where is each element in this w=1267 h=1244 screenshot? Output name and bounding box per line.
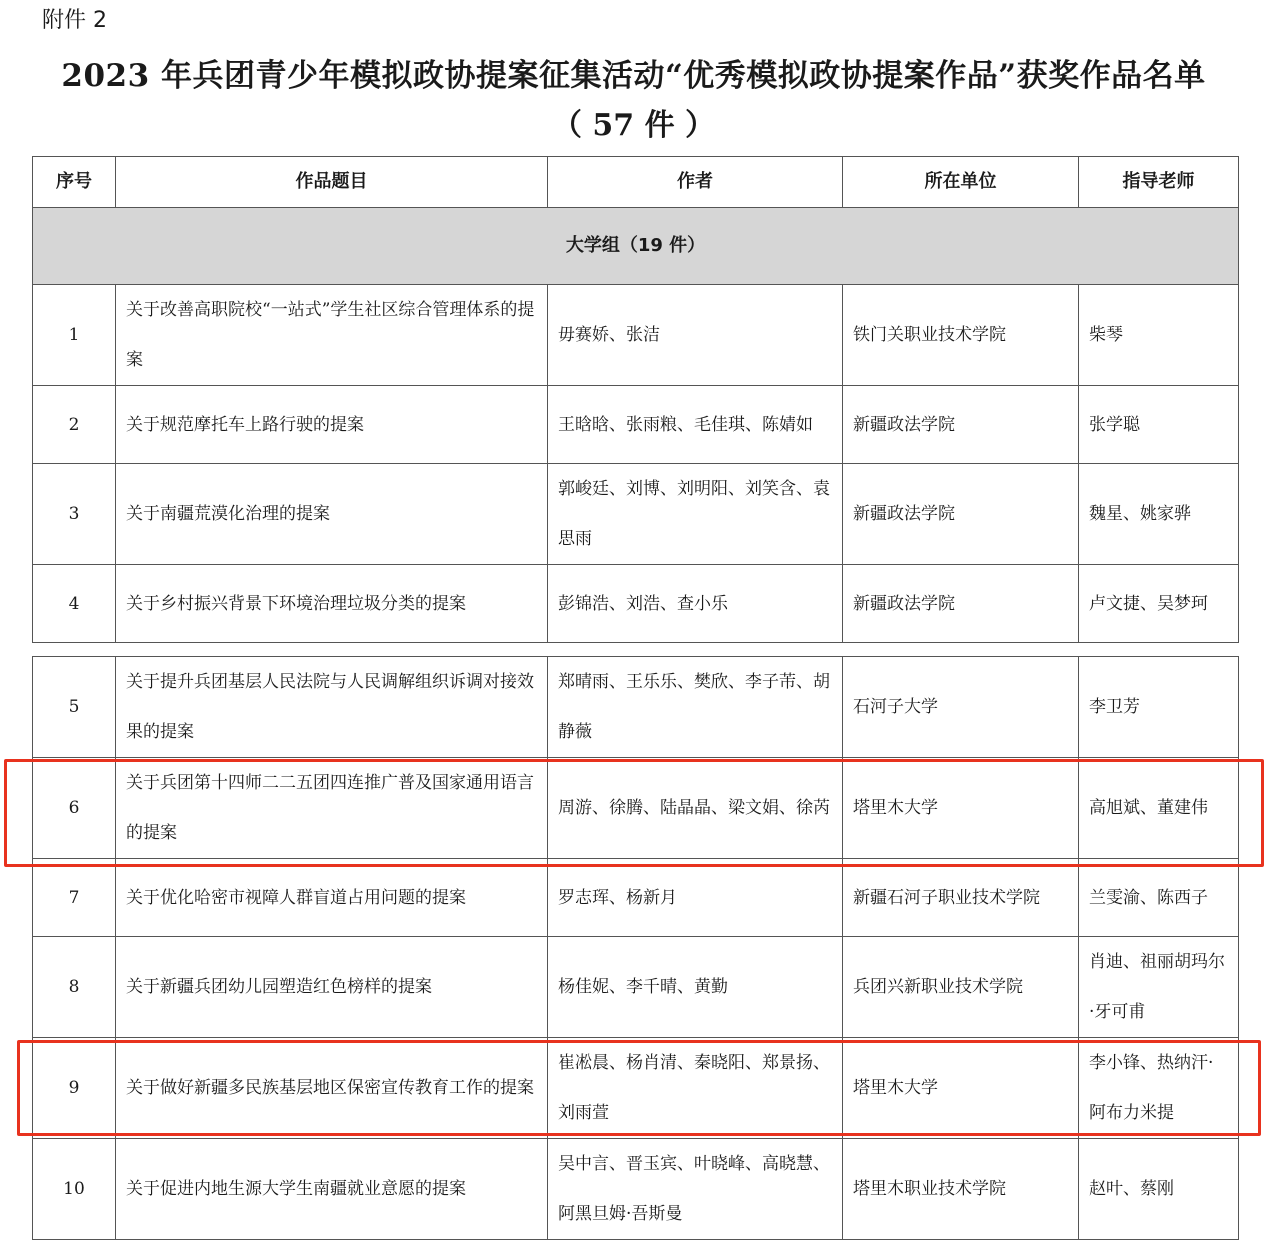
row-unit: 塔里木大学 — [843, 758, 1079, 859]
table-row — [33, 285, 1239, 386]
row-unit: 新疆政法学院 — [843, 386, 1079, 464]
row-teacher: 肖迪、祖丽胡玛尔·牙可甫 — [1079, 937, 1239, 1038]
row-authors: 彭锦浩、刘浩、查小乐 — [548, 565, 843, 643]
header-title: 作品题目 — [116, 157, 548, 208]
row-authors: 郑晴雨、王乐乐、樊欣、李子芾、胡静薇 — [548, 657, 843, 758]
table-row — [33, 859, 1239, 937]
row-title: 关于优化哈密市视障人群盲道占用问题的提案 — [116, 859, 548, 937]
row-unit: 新疆政法学院 — [843, 464, 1079, 565]
page-title: 2023 年兵团青少年模拟政协提案征集活动“优秀模拟政协提案作品”获奖作品名单 — [61, 58, 1206, 94]
row-no: 8 — [33, 937, 116, 1038]
row-no: 1 — [33, 285, 116, 386]
row-no: 5 — [33, 657, 116, 758]
row-teacher: 李卫芳 — [1079, 657, 1239, 758]
row-title: 关于南疆荒漠化治理的提案 — [116, 464, 548, 565]
row-no: 7 — [33, 859, 116, 937]
row-teacher: 李小锋、热纳汗·阿布力米提 — [1079, 1038, 1239, 1139]
header-teacher: 指导老师 — [1079, 157, 1239, 208]
row-title: 关于促进内地生源大学生南疆就业意愿的提案 — [116, 1139, 548, 1240]
row-teacher: 高旭斌、董建伟 — [1079, 758, 1239, 859]
table-row — [33, 386, 1239, 464]
table-row — [33, 464, 1239, 565]
attachment-label: 附件 2 — [42, 8, 107, 33]
row-teacher: 卢文捷、吴梦珂 — [1079, 565, 1239, 643]
row-authors: 王晗晗、张雨粮、毛佳琪、陈婧如 — [548, 386, 843, 464]
row-unit: 新疆政法学院 — [843, 565, 1079, 643]
row-authors: 周游、徐腾、陆晶晶、梁文娟、徐芮 — [548, 758, 843, 859]
table-row — [33, 937, 1239, 1038]
row-unit: 塔里木大学 — [843, 1038, 1079, 1139]
table-row — [33, 758, 1239, 859]
row-authors: 杨佳妮、李千晴、黄勤 — [548, 937, 843, 1038]
row-authors: 崔凇晨、杨肖清、秦晓阳、郑景扬、刘雨萱 — [548, 1038, 843, 1139]
row-authors: 郭峻廷、刘博、刘明阳、刘笑含、袁思雨 — [548, 464, 843, 565]
row-title: 关于改善高职院校“一站式”学生社区综合管理体系的提案 — [116, 285, 548, 386]
row-unit: 铁门关职业技术学院 — [843, 285, 1079, 386]
header-unit: 所在单位 — [843, 157, 1079, 208]
header-authors: 作者 — [548, 157, 843, 208]
row-teacher: 柴琴 — [1079, 285, 1239, 386]
row-no: 6 — [33, 758, 116, 859]
awards-table-part-1 — [32, 156, 1239, 643]
row-title: 关于提升兵团基层人民法院与人民调解组织诉调对接效果的提案 — [116, 657, 548, 758]
row-unit: 塔里木职业技术学院 — [843, 1139, 1079, 1240]
row-no: 9 — [33, 1038, 116, 1139]
row-no: 4 — [33, 565, 116, 643]
row-teacher: 魏星、姚家骅 — [1079, 464, 1239, 565]
row-title: 关于乡村振兴背景下环境治理垃圾分类的提案 — [116, 565, 548, 643]
row-unit: 兵团兴新职业技术学院 — [843, 937, 1079, 1038]
row-no: 2 — [33, 386, 116, 464]
row-authors: 吴中言、晋玉宾、叶晓峰、高晓慧、阿黑旦姆·吾斯曼 — [548, 1139, 843, 1240]
table-row — [33, 1038, 1239, 1139]
row-title: 关于做好新疆多民族基层地区保密宣传教育工作的提案 — [116, 1038, 548, 1139]
row-teacher: 兰雯渝、陈西子 — [1079, 859, 1239, 937]
row-teacher: 赵叶、蔡刚 — [1079, 1139, 1239, 1240]
row-no: 10 — [33, 1139, 116, 1240]
row-no: 3 — [33, 464, 116, 565]
row-title: 关于规范摩托车上路行驶的提案 — [116, 386, 548, 464]
table-row — [33, 1139, 1239, 1240]
row-unit: 石河子大学 — [843, 657, 1079, 758]
awards-table-part-2 — [32, 656, 1239, 1240]
header-no: 序号 — [33, 157, 116, 208]
group-label: 大学组（19 件） — [33, 208, 1239, 285]
table-header-row — [33, 157, 1239, 208]
row-title: 关于兵团第十四师二二五团四连推广普及国家通用语言的提案 — [116, 758, 548, 859]
row-authors: 罗志珲、杨新月 — [548, 859, 843, 937]
page-subtitle: （ 57 件 ） — [551, 108, 716, 143]
row-teacher: 张学聪 — [1079, 386, 1239, 464]
group-row — [33, 208, 1239, 285]
table-row — [33, 565, 1239, 643]
row-authors: 毋赛娇、张洁 — [548, 285, 843, 386]
table-row — [33, 657, 1239, 758]
row-title: 关于新疆兵团幼儿园塑造红色榜样的提案 — [116, 937, 548, 1038]
row-unit: 新疆石河子职业技术学院 — [843, 859, 1079, 937]
